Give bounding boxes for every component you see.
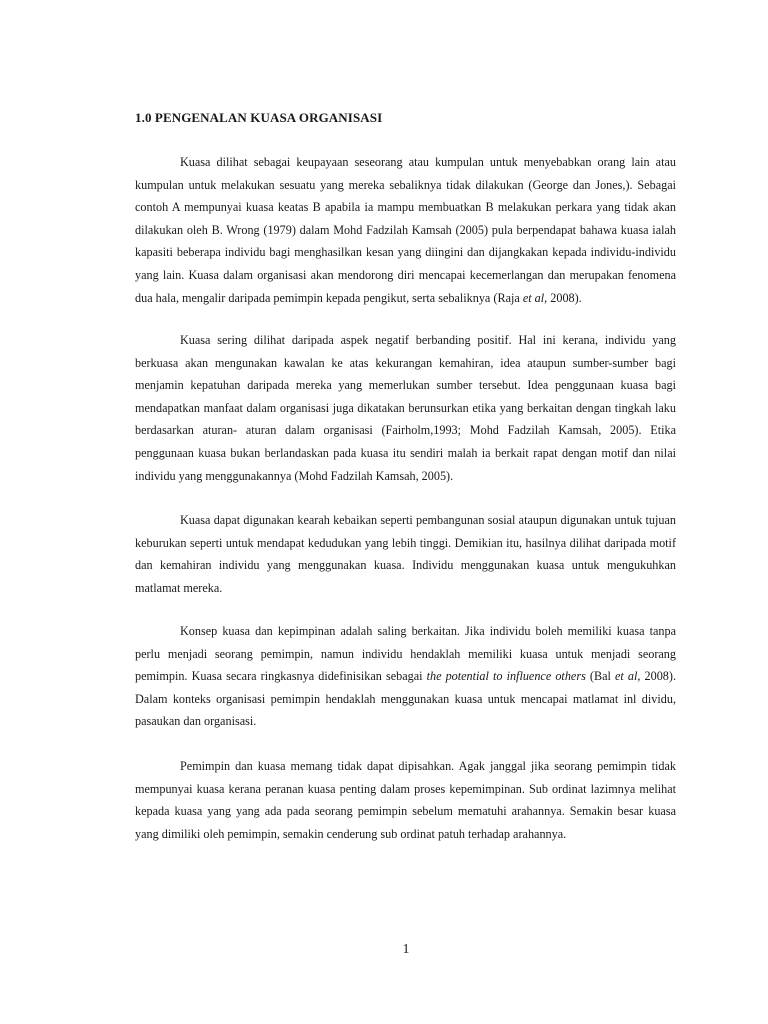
- paragraph-1-end: , 2008).: [544, 290, 582, 305]
- section-heading: 1.0 PENGENALAN KUASA ORGANISASI: [135, 110, 383, 125]
- paragraph-4-end: , 2008). Dalam konteks organisasi pemimpin hendaklah menggunakan kuasa untuk mencapai matlamat inl dividu, pasaukan dan organisasi.: [135, 669, 676, 729]
- paragraph-3: Kuasa dapat digunakan kearah kebaikan seperti pembangunan sosial ataupun digunakan untuk tujuan keburukan seperti untuk mendapat kedudukan yang lebih tinggi. Demikian itu, hasilnya dilihat daripada motif dan kemahiran individu yang menggunakan kuasa. Individu menggunakan kuasa untuk mengukuhkan matlamat mereka.: [135, 513, 676, 595]
- paragraph-4-italic-etal: et al: [615, 669, 638, 684]
- paragraph-5: Pemimpin dan kuasa memang tidak dapat dipisahkan. Agak janggal jika seorang pemimpin tidak mempunyai kuasa kerana peranan kuasa penting dalam proses kepemimpinan. Sub ordinat lazimnya melihat kepada kuasa yang yang ada pada seorang pemimpin sebelum mematuhi arahannya. Semakin besar kuasa yang dimiliki oleh pemimpin, semakin cenderung sub ordinat patuh terhadap arahannya.: [135, 759, 676, 841]
- paragraph-4: [135, 620, 676, 733]
- page-number: 1: [402, 942, 410, 957]
- paragraph-1-text: Kuasa dilihat sebagai keupayaan seseorang atau kumpulan untuk menyebabkan orang lain atau kumpulan untuk melakukan sesuatu yang mereka sebaliknya tidak dilakukan (George dan Jones,). Sebagai contoh A mempunyai kuasa keatas B apabila ia mampu membuatkan B melakukan perkara yang tidak akan dilakukan oleh B. Wrong (1979) dalam Mohd Fadzilah Kamsah (2005) pula berpendapat bahawa kuasa ialah kapasiti beberapa individu bagi menghasilkan kesan yang diingini dan dijangkakan kepada individu-individu yang lain. Kuasa dalam organisasi akan mendorong diri mencapai kecemerlangan dan merupakan fenomena dua hala, mengalir daripada pemimpin kepada pengikut, serta sebaliknya (Raja: [135, 155, 676, 305]
- paragraph-4-middle: (Bal: [585, 669, 615, 684]
- paragraph-1-italic: et al: [522, 290, 545, 305]
- paragraph-4-italic-quote: the potential to influence others: [426, 669, 586, 684]
- paragraph-1: [135, 151, 676, 309]
- paragraph-4-text: Konsep kuasa dan kepimpinan adalah saling berkaitan. Jika individu boleh memiliki kuasa tanpa perlu menjadi seorang pemimpin, namun individu hendaklah memiliki kuasa untuk menjadi seorang pemimpin. Kuasa secara ringkasnya didefinisikan sebagai: [135, 624, 676, 684]
- paragraph-2: Kuasa sering dilihat daripada aspek negatif berbanding positif. Hal ini kerana, individu yang berkuasa akan mengunakan kawalan ke atas kekurangan kemahiran, idea ataupun sumber-sumber bagi menjamin kepatuhan daripada mereka yang memerlukan sumber tersebut. Idea penggunaan kuasa bagi mendapatkan manfaat dalam organisasi juga dikatakan berunsurkan etika yang berkaitan dengan tingkah laku berdasarkan aturan- aturan dalam organisasi (Fairholm,1993; Mohd Fadzilah Kamsah, 2005). Etika penggunaan kuasa bukan berlandaskan pada kuasa itu sendiri malah ia berkait rapat dengan motif dan nilai individu yang menggunakannya (Mohd Fadzilah Kamsah, 2005).: [135, 333, 676, 483]
